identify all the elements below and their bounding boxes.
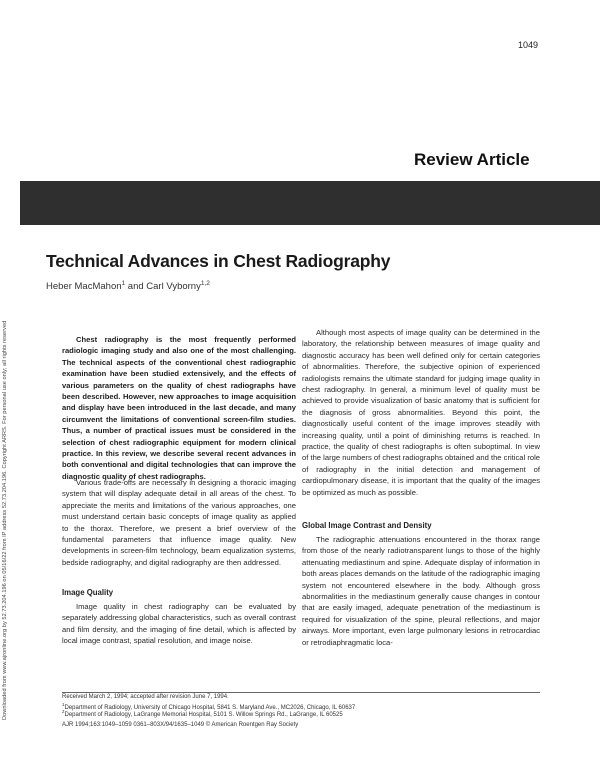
image-quality-paragraph: Image quality in chest radiography can be evaluated by separately addressing global characteristics, such as overall contrast and film density, and the imaging of fine detail, which is affected by local image contrast, spatial resolution, and image noise.	[62, 602, 296, 646]
author-2-affiliation: 1,2	[200, 280, 210, 287]
footnote-divider	[62, 692, 540, 693]
heading-global-contrast: Global Image Contrast and Density	[302, 521, 432, 530]
footnote-2-marker: 2	[62, 709, 65, 714]
journal-citation: AJR 1994;163:1049–1059 0361–803X/94/1635–1049 © American Roentgen Ray Society	[62, 722, 299, 728]
right-column-paragraph-1: Although most aspects of image quality can be determined in the laboratory, the relationship between measures of image quality and diagnostic accuracy has been well defined only for certain categories of abnormalities. Therefore, the subjective opinion of experienced radiologists remains the ultimate standard for judging image quality in chest radiography. In general, a minimum level of quality must be achieved to provide visualization of basic anatomy that is sufficient for the diagnosis of gross abnormalities. Beyond this point, the diagnostically useful content of the image improves steadily with increasing quality, until a point of diminishing returns is reached. In practice, the quality of chest radiographs is often suboptimal. In view of the large numbers of chest radiographs obtained and the critical role of radiography in the initial detection and management of cardiopulmonary disease, it is important that the quality of the images be optimized as much as possible.	[302, 328, 540, 497]
abstract: Chest radiography is the most frequently performed radiologic imaging study and also one of the most challenging. The technical aspects of the conventional chest radiographic examination have been studied extensively, and the effects of various parameters on the quality of chest radiographs have been described. However, new approaches to image acquisition and display have been introduced in the last decade, and many circumvent the limitations of conventional screen-film studies. Thus, a number of practical issues must be considered in the selection of chest radiographic equipment for modern clinical practice. In this review, we describe several recent advances in both conventional and digital technologies that can improve the diagnostic quality of chest radiographs.	[62, 335, 296, 481]
footnote-affiliation-2	[62, 708, 343, 720]
author-1: Heber MacMahon	[46, 281, 122, 293]
author-1-affiliation: 1	[121, 280, 126, 287]
intro-paragraph: Various trade-offs are necessary in designing a thoracic imaging system that will display adequate detail in all areas of the chest. To appreciate the merits and limitations of the various approaches, one must understand certain basic concepts of image quality as applied to the thorax. Therefore, we present a brief overview of the fundamental parameters that influence image quality. New developments in screen-film technology, beam equalization systems, bedside radiography, and digital radiography are then addressed.	[62, 478, 296, 567]
author-conjunction: and	[125, 281, 147, 293]
article-title: Technical Advances in Chest Radiography	[46, 251, 391, 271]
footnote-2-text: Department of Radiology, LaGrange Memorial Hospital, 5101 S. Willow Springs Rd., LaGrange, IL 60525	[64, 712, 343, 718]
page-number: 1049	[517, 40, 538, 50]
footnote-1-text: Department of Radiology, University of Chicago Hospital, 5841 S. Maryland Ave., MC2026, Chicago, IL 60637	[64, 705, 356, 711]
author-2: Carl Vyborny	[146, 281, 201, 293]
author-line	[46, 280, 210, 292]
heading-image-quality: Image Quality	[62, 588, 114, 597]
right-column-paragraph-2: The radiographic attenuations encountered in the thorax range from those of the nearly radiotransparent lungs to those of the highly attenuating mediastinum and spine. Adequate display of information in both areas places demands on the latitude of the radiographic imaging system not encountered elsewhere in the body. Although gross abnormalities in the mediastinum generally cause changes in contour that are easily imaged, adequate penetration of the mediastinum is required for visualization of the spine, pleural reflections, and major airways. More important, even large pulmonary lesions in retrocardiac or retrodiaphragmatic loca-	[302, 535, 540, 647]
footnote-1-marker: 1	[62, 702, 65, 707]
header-band	[20, 181, 600, 225]
section-label: Review Article	[414, 150, 530, 169]
download-watermark-text: Downloaded from www.ajronline.org by 52.73.204.196 on 05/16/22 from IP address 52.73.204.196. Copyright ARRS. For personal use only; all rights reserved	[2, 320, 8, 720]
download-watermark	[0, 0, 10, 776]
footnote-received: Received March 2, 1994; accepted after revision June 7, 1994.	[62, 694, 229, 700]
